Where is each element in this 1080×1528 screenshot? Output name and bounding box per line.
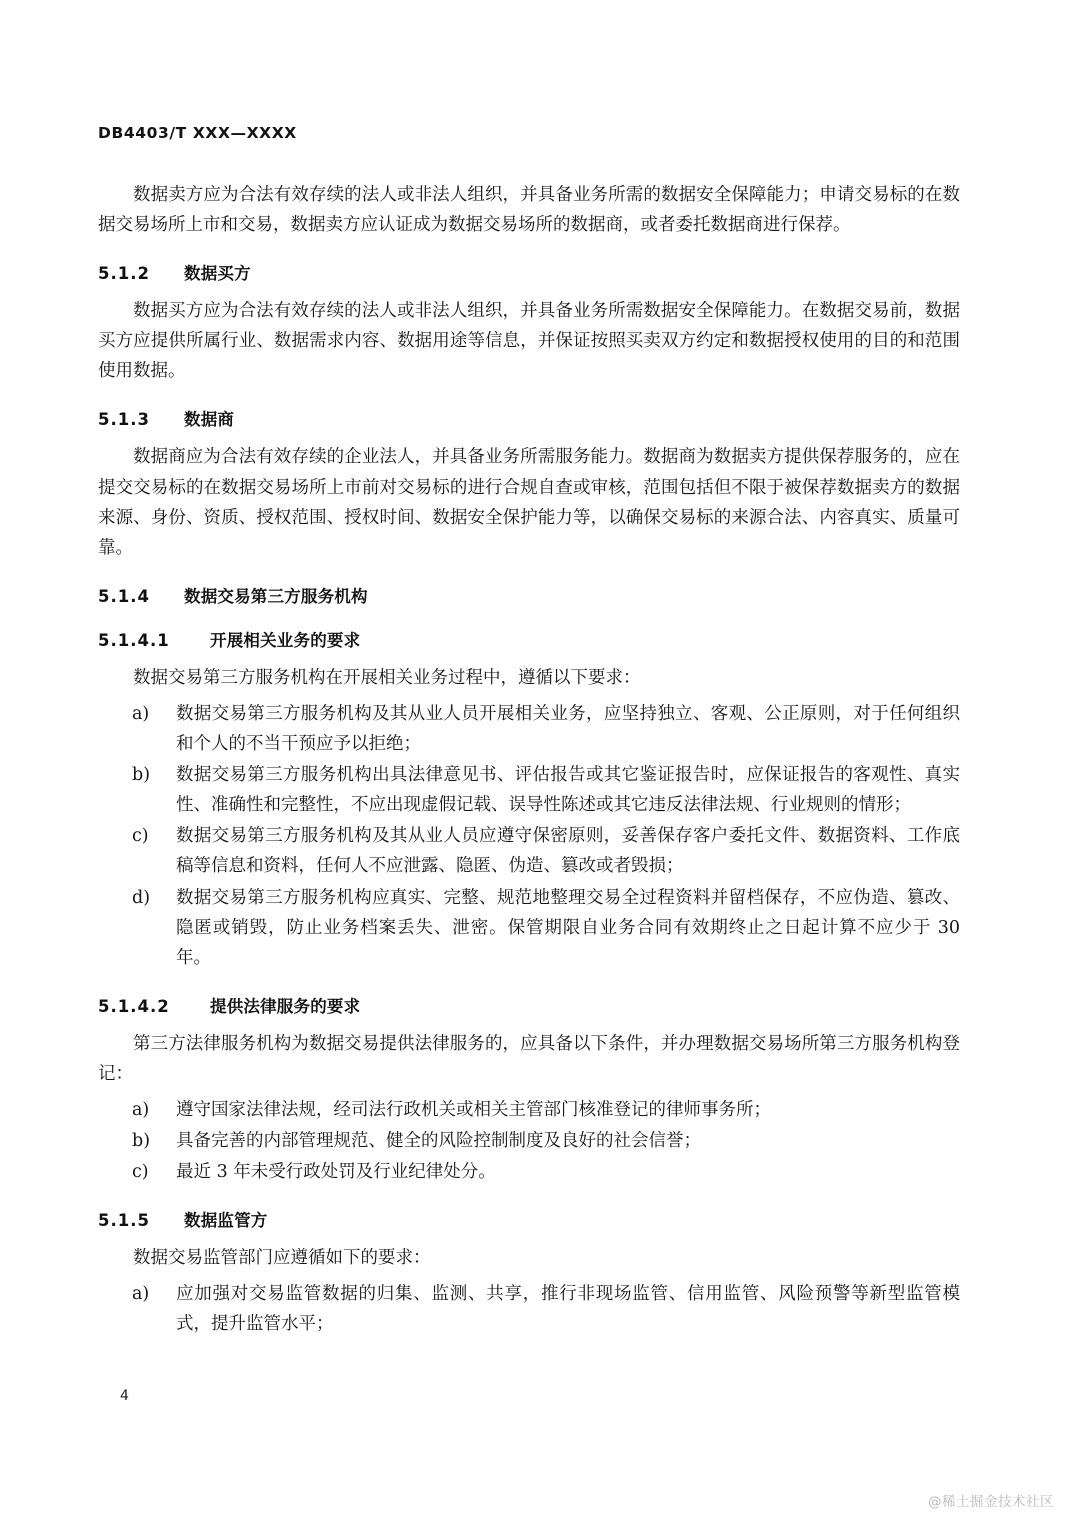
list-5-1-4-1 <box>98 699 960 973</box>
list-item <box>98 1157 960 1187</box>
lead-5-1-4-2: 第三方法律服务机构为数据交易提供法律服务的，应具备以下条件，并办理数据交易场所第三方服务机构登记： <box>98 1033 960 1084</box>
list-item <box>98 1279 960 1339</box>
list-item-text: 具备完善的内部管理规范、健全的风险控制制度及良好的社会信誉； <box>176 1131 701 1152</box>
heading-5-1-4-1 <box>98 627 960 651</box>
list-item-text: 数据交易第三方服务机构及其从业人员开展相关业务，应坚持独立、客观、公正原则，对于任何组织和个人的不当干预应予以拒绝； <box>176 703 960 755</box>
list-marker: a) <box>132 1284 150 1305</box>
heading-5-1-4 <box>98 583 960 607</box>
list-item <box>98 1095 960 1125</box>
list-marker: c) <box>132 826 149 847</box>
clause-number-5-1-5: 5.1.5 <box>98 1211 150 1231</box>
list-marker: b) <box>132 765 151 786</box>
list-item-text: 数据交易第三方服务机构出具法律意见书、评估报告或其它鉴证报告时，应保证报告的客观性、真实性、准确性和完整性，不应出现虚假记载、误导性陈述或其它违反法律法规、行业规则的情形； <box>176 765 960 816</box>
list-marker: b) <box>132 1131 151 1152</box>
page-content <box>98 124 960 1346</box>
clause-number-5-1-2: 5.1.2 <box>98 264 150 284</box>
intro-paragraph: 数据卖方应为合法有效存续的法人或非法人组织，并具备业务所需的数据安全保障能力；申请交易标的在数据交易场所上市和交易，数据卖方应认证成为数据交易场所的数据商，或者委托数据商进行保荐。 <box>98 185 960 236</box>
watermark: @稀土掘金技术社区 <box>928 1494 1054 1510</box>
paragraph-5-1-3: 数据商应为合法有效存续的企业法人，并具备业务所需服务能力。数据商为数据卖方提供保荐服务的，应在提交交易标的在数据交易场所上市前对交易标的进行合规自查或审核，范围包括但不限于被保荐数据卖方的数据来源、身份、资质、授权范围、授权时间、数据安全保护能力等，以确保交易标的来源合法、内容真实、质量可靠。 <box>98 447 960 558</box>
clause-number-5-1-4: 5.1.4 <box>98 586 150 606</box>
clause-title-5-1-4: 数据交易第三方服务机构 <box>184 586 368 606</box>
clause-title-5-1-2: 数据买方 <box>184 264 251 284</box>
list-item <box>98 699 960 759</box>
heading-5-1-5 <box>98 1207 960 1231</box>
list-item-text: 数据交易第三方服务机构及其从业人员应遵守保密原则，妥善保存客户委托文件、数据资料、工作底稿等信息和资料，任何人不应泄露、隐匿、伪造、篡改或者毁损； <box>176 826 960 877</box>
paragraph-5-1-2: 数据买方应为合法有效存续的法人或非法人组织，并具备业务所需数据安全保障能力。在数据交易前，数据买方应提供所属行业、数据需求内容、数据用途等信息，并保证按照买卖双方约定和数据授权使用的目的和范围使用数据。 <box>98 301 960 382</box>
clause-number-5-1-3: 5.1.3 <box>98 410 150 430</box>
page-number: 4 <box>120 1388 129 1404</box>
document-header-code: DB4403/T XXX—XXXX <box>98 124 297 142</box>
clause-number-5-1-4-1: 5.1.4.1 <box>98 630 170 650</box>
list-item <box>98 883 960 973</box>
list-item-text: 遵守国家法律法规，经司法行政机关或相关主管部门核准登记的律师事务所； <box>176 1099 771 1120</box>
heading-5-1-2 <box>98 260 960 284</box>
clause-title-5-1-5: 数据监管方 <box>184 1211 268 1231</box>
lead-5-1-5: 数据交易监管部门应遵循如下的要求： <box>133 1248 431 1269</box>
list-item <box>98 1126 960 1156</box>
list-item <box>98 760 960 820</box>
list-marker: d) <box>132 887 151 908</box>
list-marker: a) <box>132 1099 150 1120</box>
heading-5-1-3 <box>98 406 960 430</box>
heading-5-1-4-2 <box>98 993 960 1017</box>
list-item-text: 应加强对交易监管数据的归集、监测、共享，推行非现场监管、信用监管、风险预警等新型监管模式，提升监管水平； <box>176 1284 960 1335</box>
clause-title-5-1-4-1: 开展相关业务的要求 <box>210 630 361 650</box>
list-item <box>98 821 960 881</box>
clause-title-5-1-3: 数据商 <box>184 410 235 430</box>
clause-title-5-1-4-2: 提供法律服务的要求 <box>210 996 361 1016</box>
list-marker: a) <box>132 703 150 724</box>
lead-5-1-4-1: 数据交易第三方服务机构在开展相关业务过程中，遵循以下要求： <box>133 667 641 688</box>
list-marker: c) <box>132 1162 149 1183</box>
list-5-1-5 <box>98 1279 960 1339</box>
list-item-text: 最近 3 年未受行政处罚及行业纪律处分。 <box>176 1162 496 1183</box>
clause-number-5-1-4-2: 5.1.4.2 <box>98 996 170 1016</box>
list-item-text: 数据交易第三方服务机构应真实、完整、规范地整理交易全过程资料并留档保存，不应伪造、篡改、隐匿或销毁，防止业务档案丢失、泄密。保管期限自业务合同有效期终止之日起计算不应少于 30 年。 <box>176 887 960 968</box>
list-5-1-4-2 <box>98 1095 960 1187</box>
